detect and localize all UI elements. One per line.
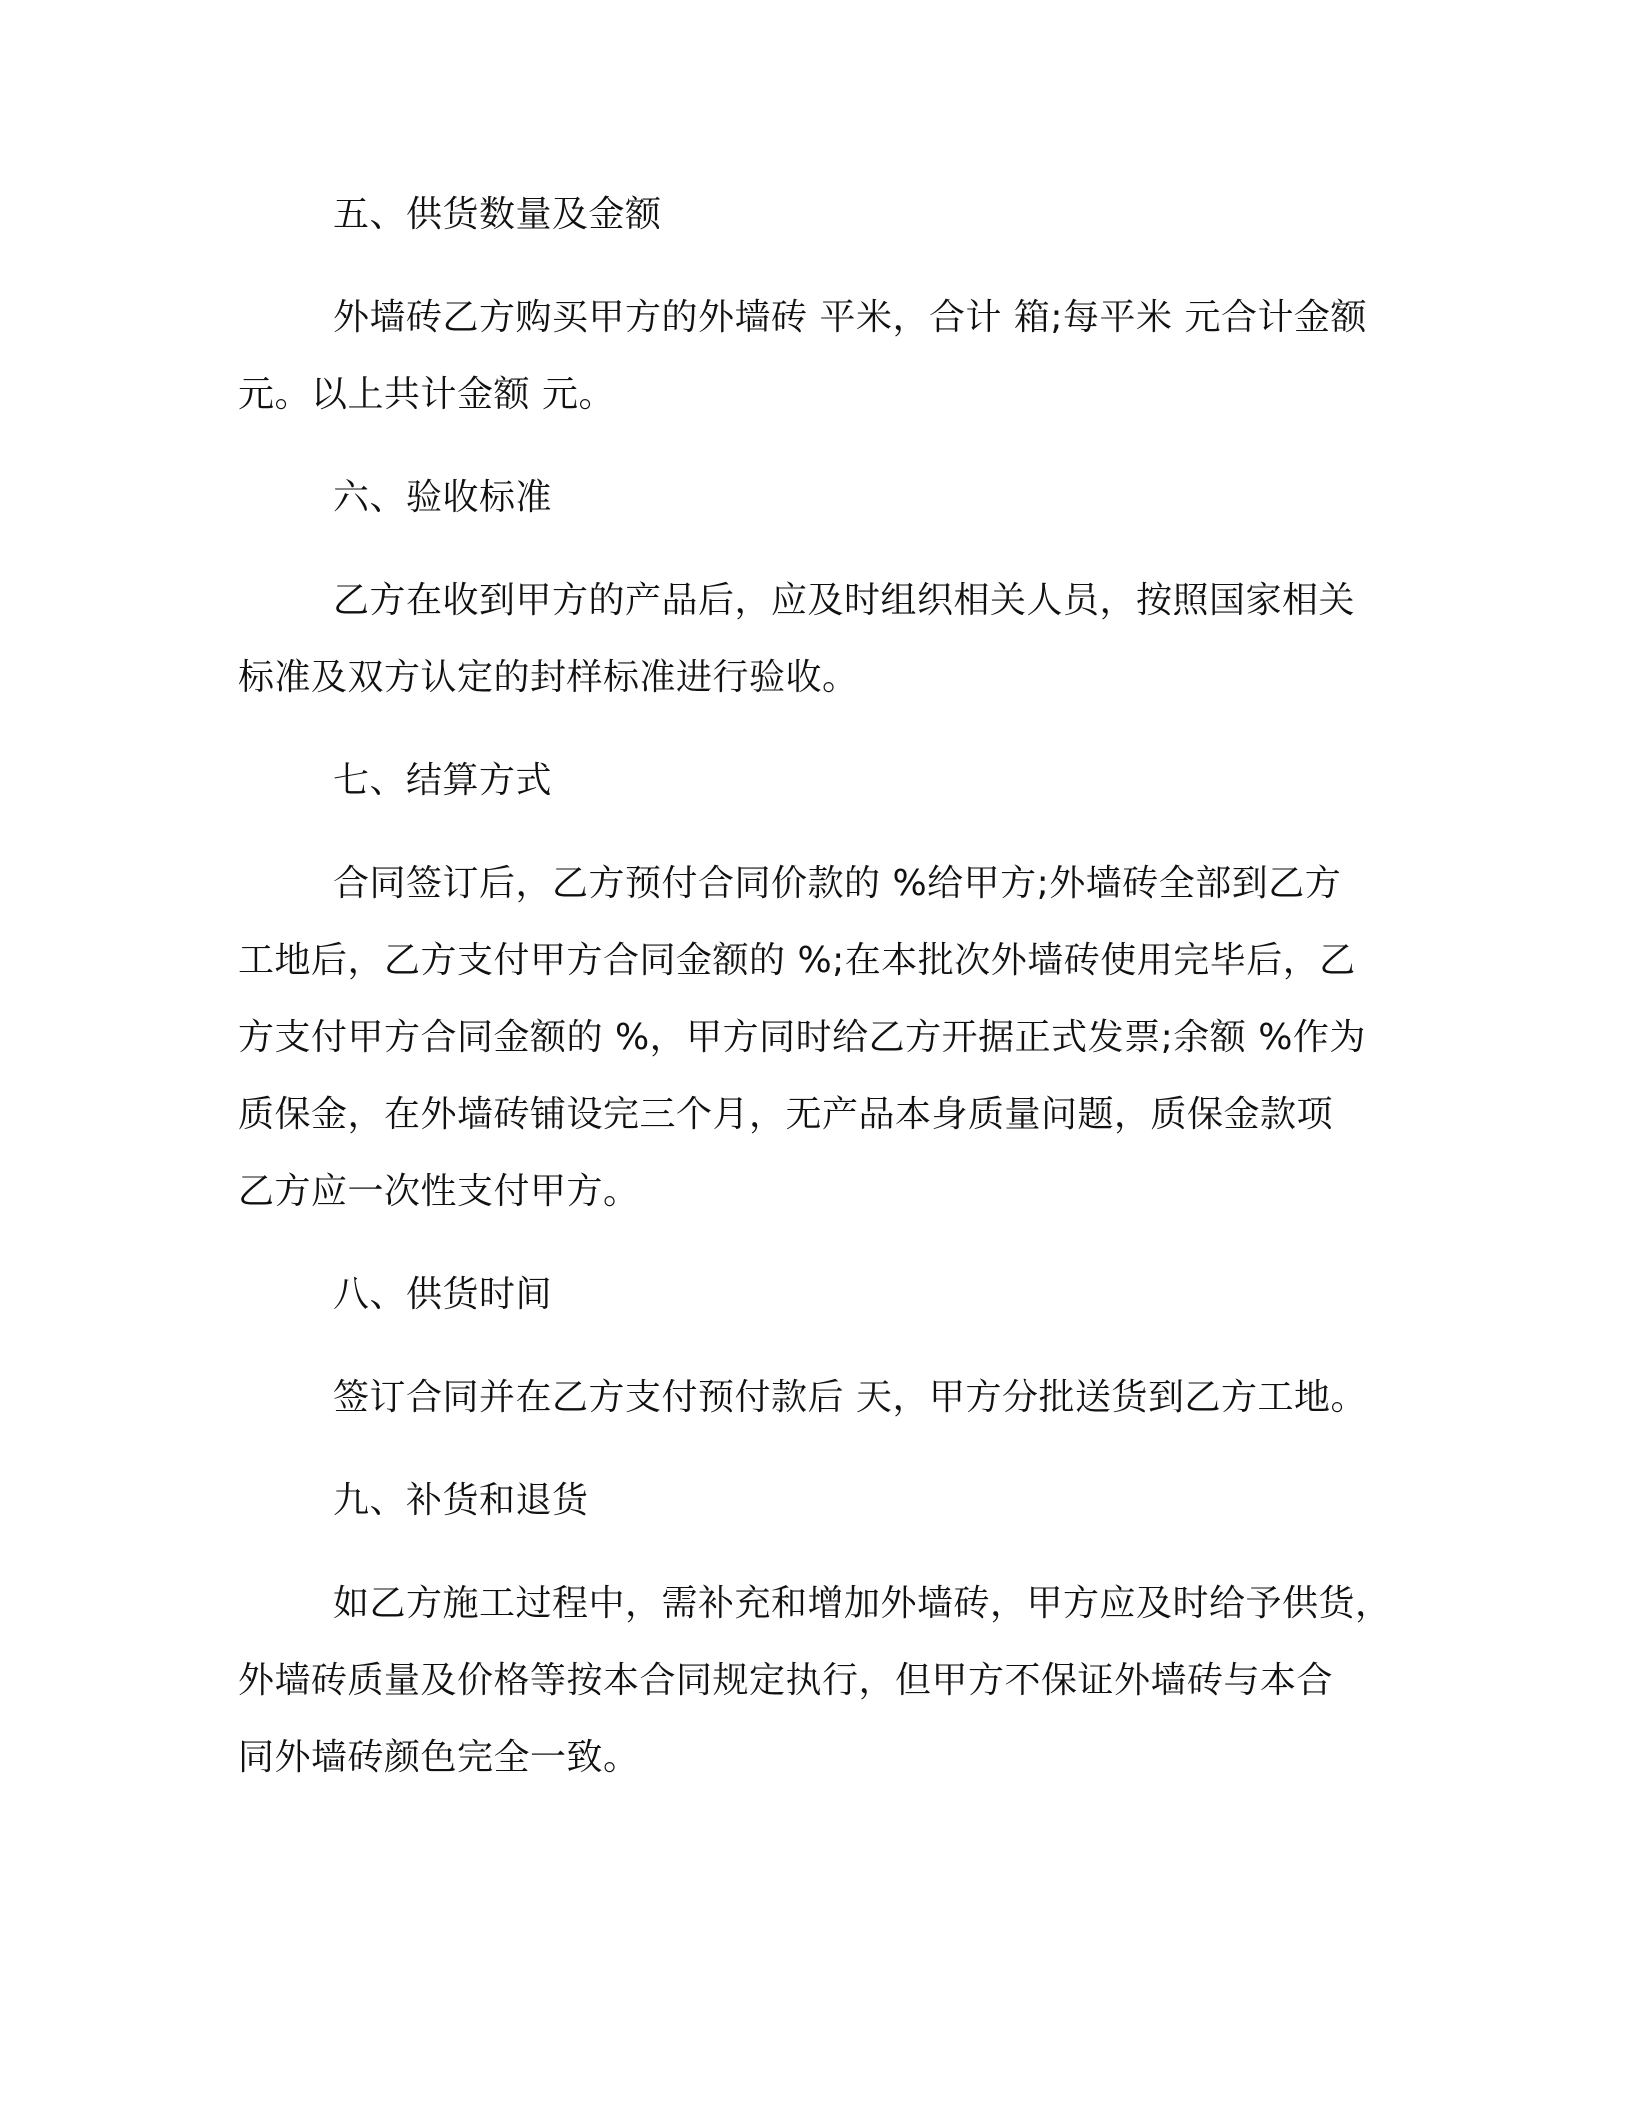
paragraph-line: 乙方应一次性支付甲方。 — [238, 1171, 640, 1212]
paragraph-line: 乙方在收到甲方的产品后，应及时组织相关人员，按照国家相关 — [333, 580, 1356, 621]
paragraph-line: 如乙方施工过程中，需补充和增加外墙砖，甲方应及时给予供货， — [333, 1583, 1392, 1624]
section-heading-7: 七、结算方式 — [333, 760, 553, 801]
paragraph-line: 标准及双方认定的封样标准进行验收。 — [238, 657, 859, 698]
paragraph-line: 外墙砖乙方购买甲方的外墙砖 平米，合计 箱;每平米 元合计金额 — [333, 297, 1367, 338]
section-heading-5: 五、供货数量及金额 — [333, 194, 662, 235]
paragraph-line: 签订合同并在乙方支付预付款后 天，甲方分批送货到乙方工地。 — [333, 1377, 1367, 1418]
paragraph-line: 元。以上共计金额 元。 — [238, 374, 615, 415]
paragraph-line: 合同签订后，乙方预付合同价款的 %给甲方;外墙砖全部到乙方 — [333, 863, 1342, 904]
paragraph-line: 方支付甲方合同金额的 %，甲方同时给乙方开据正式发票;余额 %作为 — [238, 1017, 1366, 1058]
paragraph-line: 工地后，乙方支付甲方合同金额的 %;在本批次外墙砖使用完毕后，乙 — [238, 940, 1356, 981]
section-heading-9: 九、补货和退货 — [333, 1480, 589, 1521]
section-heading-6: 六、验收标准 — [333, 477, 553, 518]
paragraph-line: 质保金，在外墙砖铺设完三个月，无产品本身质量问题，质保金款项 — [238, 1094, 1334, 1135]
paragraph-line: 同外墙砖颜色完全一致。 — [238, 1737, 640, 1778]
paragraph-line: 外墙砖质量及价格等按本合同规定执行，但甲方不保证外墙砖与本合 — [238, 1660, 1334, 1701]
section-heading-8: 八、供货时间 — [333, 1274, 553, 1315]
